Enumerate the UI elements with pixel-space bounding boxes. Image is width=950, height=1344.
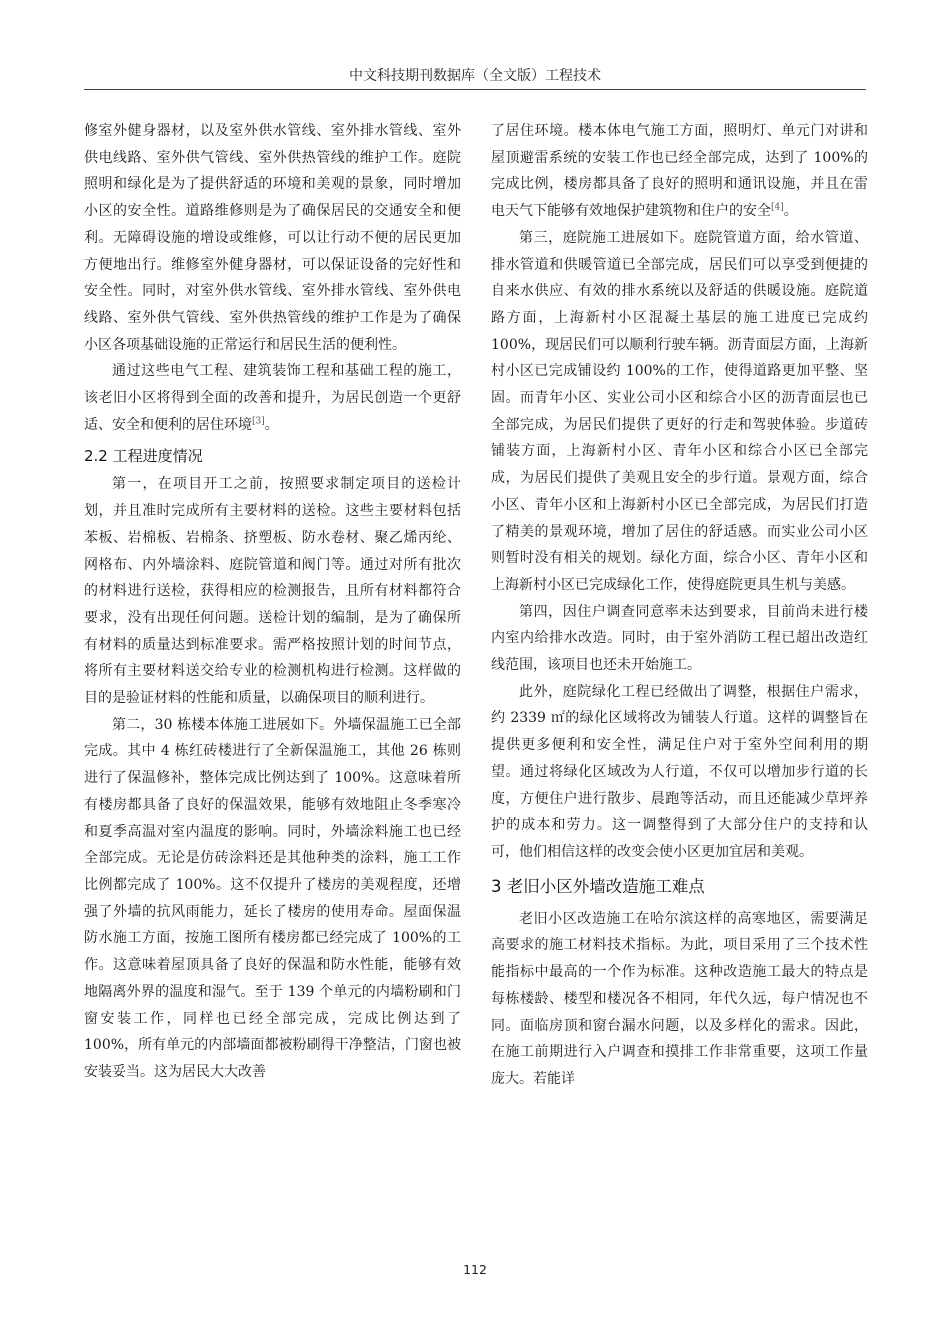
section-heading-3: 3 老旧小区外墙改造施工难点 bbox=[491, 876, 705, 896]
paragraph: 第四，因住户调查同意率未达到要求，目前尚未进行楼内室内给排水改造。同时，由于室外消防工程已超出改造红线范围，该项目也还未开始施工。 bbox=[491, 603, 868, 674]
paragraph: 修室外健身器材，以及室外供水管线、室外排水管线、室外供电线路、室外供气管线、室外供热管线的维护工作。庭院照明和绿化是为了提供舒适的环境和美观的景象，同时增加小区的安全性。道路维修则是为了确保居民的交通安全和便利。无障碍设施的增设或维修，可以让行动不便的居民更加方便地出行。维修室外健身器材，可以保证设备的完好性和安全性。同时，对室外供水管线、室外排水管线、室外供电线路、室外供气管线、室外供热管线的维护工作是为了确保小区各项基础设施的正常运行和居民生活的便利性。 bbox=[84, 123, 461, 353]
section-heading-2-2: 2.2 工程进度情况 bbox=[84, 447, 203, 466]
right-column bbox=[491, 118, 868, 1093]
header-rule bbox=[84, 89, 866, 90]
paragraph-text: 通过这些电气工程、建筑装饰工程和基础工程的施工，该老旧小区将得到全面的改善和提升，为居民创造一个更舒适、安全和便利的居住环境 bbox=[84, 363, 461, 433]
paragraph: 老旧小区改造施工在哈尔滨这样的高寒地区，需要满足高要求的施工材料技术指标。为此，项目采用了三个技术性能指标中最高的一个作为标准。这种改造施工最大的特点是每栋楼龄、楼型和楼况各不相同，年代久远，每户情况也不同。面临房顶和窗台漏水问题，以及多样化的需求。因此，在施工前期进行入户调查和摸排工作非常重要，这项工作量庞大。若能详 bbox=[491, 910, 868, 1087]
paragraph bbox=[491, 118, 868, 225]
citation-ref: [4] bbox=[771, 202, 784, 213]
paragraph: 第二，30 栋楼本体施工进展如下。外墙保温施工已全部完成。其中 4 栋红砖楼进行了全新保温施工，其他 26 栋则进行了保温修补，整体完成比例达到了 100%。这意味着所有楼房都具备了良好的保温效果，能够有效地阻止冬季寒冷和夏季高温对室内温度的影响。同时，外墙涂料施工也已经全部完成。无论是仿砖涂料还是其他种类的涂料，施工工作比例都完成了 100%。这不仅提升了楼房的美观程度，还增强了外墙的抗风雨能力，延长了楼房的使用寿命。屋面保温防水施工方面，按施工图所有楼房都已经完成了 100%的工作。这意味着屋顶具备了良好的保温和防水性能，能够有效地隔离外界的温度和湿气。至于 139 个单元的内墙粉刷和门窗安装工作，同样也已经全部完成，完成比例达到了 100%，所有单元的内部墙面都被粉刷得干净整洁，门窗也被安装妥当。这为居民大大改善 bbox=[84, 716, 461, 1080]
paragraph: 第一，在项目开工之前，按照要求制定项目的送检计划，并且准时完成所有主要材料的送检。这些主要材料包括苯板、岩棉板、岩棉条、挤塑板、防水卷材、聚乙烯丙纶、网格布、内外墙涂料、庭院管道和阀门等。通过对所有批次的材料进行送检，获得相应的检测报告，且所有材料都符合要求，没有出现任何问题。送检计划的编制，是为了确保所有材料的质量达到标准要求。需严格按照计划的时间节点，将所有主要材料送交给专业的检测机构进行检测。这样做的目的是验证材料的性能和质量，以确保项目的顺利进行。 bbox=[84, 476, 461, 707]
page-number: 112 bbox=[463, 1262, 487, 1277]
paragraph-end: 。 bbox=[783, 203, 798, 220]
paragraph: 第三，庭院施工进展如下。庭院管道方面，给水管道、排水管道和供暖管道已全部完成，居民们可以享受到便捷的自来水供应、有效的排水系统以及舒适的供暖设施。庭院道路方面，上海新村小区混凝土基层的施工进度已完成约 100%，现居民们可以顺利行驶车辆。沥青面层方面，上海新村小区已完成铺设约 100%的工作，使得道路更加平整、坚固。而青年小区、实业公司小区和综合小区的沥青面层也已全部完成，为居民们提供了更好的行走和驾驶体验。步道砖铺装方面，上海新村小区、青年小区和综合小区已全部完成，为居民们提供了美观且安全的步行道。景观方面，综合小区、青年小区和上海新村小区已全部完成，为居民们打造了精美的景观环境，增加了居住的舒适感。而实业公司小区则暂时没有相关的规划。绿化方面，综合小区、青年小区和上海新村小区已完成绿化工作，使得庭院更具生机与美感。 bbox=[491, 229, 868, 593]
paragraph-text: 了居住环境。楼本体电气施工方面，照明灯、单元门对讲和屋顶避雷系统的安装工作也已经全部完成，达到了 100%的完成比例，楼房都具备了良好的照明和通讯设施，并且在雷电天气下能够有效地保护建筑物和住户的安全 bbox=[491, 123, 868, 220]
journal-header: 中文科技期刊数据库（全文版）工程技术 bbox=[349, 68, 601, 84]
left-column bbox=[84, 118, 461, 1086]
paragraph bbox=[84, 358, 461, 438]
paragraph-end: 。 bbox=[264, 416, 279, 433]
citation-ref: [3] bbox=[252, 416, 265, 427]
paragraph: 此外，庭院绿化工程已经做出了调整，根据住户需求，约 2339 ㎡的绿化区域将改为铺装人行道。这样的调整旨在提供更多便利和安全性，满足住户对于室外空间利用的期望。通过将绿化区域改为人行道，不仅可以增加步行道的长度，方便住户进行散步、晨跑等活动，而且还能减少草坪养护的成本和劳力。这一调整得到了大部分住户的支持和认可，他们相信这样的改变会使小区更加宜居和美观。 bbox=[491, 683, 868, 860]
